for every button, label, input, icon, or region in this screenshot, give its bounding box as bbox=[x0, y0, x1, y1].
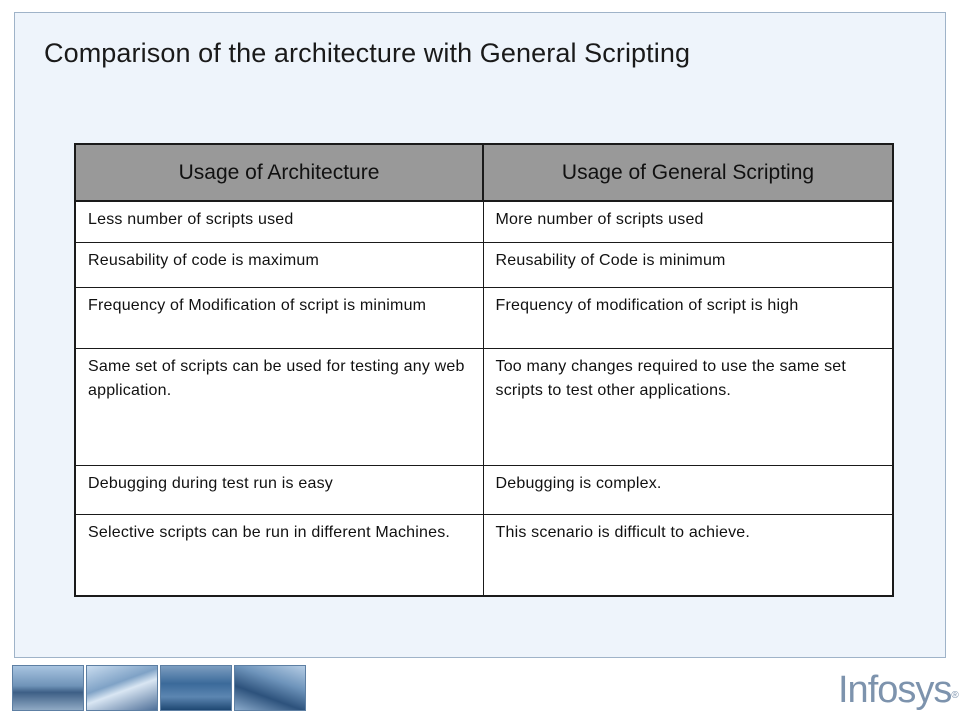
table-cell: Reusability of code is maximum bbox=[75, 243, 483, 288]
table-cell: Same set of scripts can be used for testing any web application. bbox=[75, 349, 483, 466]
registered-mark: ® bbox=[951, 690, 959, 701]
table-row bbox=[75, 201, 893, 243]
table-row bbox=[75, 243, 893, 288]
table-cell: This scenario is difficult to achieve. bbox=[483, 515, 893, 597]
table-cell: Less number of scripts used bbox=[75, 201, 483, 243]
building-photo bbox=[12, 665, 84, 711]
table-cell: More number of scripts used bbox=[483, 201, 893, 243]
header-general-scripting: Usage of General Scripting bbox=[483, 144, 893, 201]
footer-image-strip bbox=[12, 665, 306, 711]
table-row bbox=[75, 349, 893, 466]
table-cell: Reusability of Code is minimum bbox=[483, 243, 893, 288]
table-row bbox=[75, 466, 893, 515]
building-photo bbox=[86, 665, 158, 711]
table-cell: Frequency of modification of script is high bbox=[483, 288, 893, 349]
table-cell: Debugging during test run is easy bbox=[75, 466, 483, 515]
office-photo bbox=[160, 665, 232, 711]
slide-title: Comparison of the architecture with General Scripting bbox=[44, 38, 691, 68]
logo-text: Infosys bbox=[838, 669, 952, 711]
table-cell: Too many changes required to use the same set scripts to test other applications. bbox=[483, 349, 893, 466]
table-cell: Debugging is complex. bbox=[483, 466, 893, 515]
comparison-table bbox=[74, 143, 894, 597]
header-architecture: Usage of Architecture bbox=[75, 144, 483, 201]
table-cell: Selective scripts can be run in different Machines. bbox=[75, 515, 483, 597]
building-photo bbox=[234, 665, 306, 711]
table-row bbox=[75, 288, 893, 349]
infosys-logo bbox=[838, 668, 959, 712]
table-cell: Frequency of Modification of script is minimum bbox=[75, 288, 483, 349]
table-header-row bbox=[75, 144, 893, 201]
table-row bbox=[75, 515, 893, 597]
